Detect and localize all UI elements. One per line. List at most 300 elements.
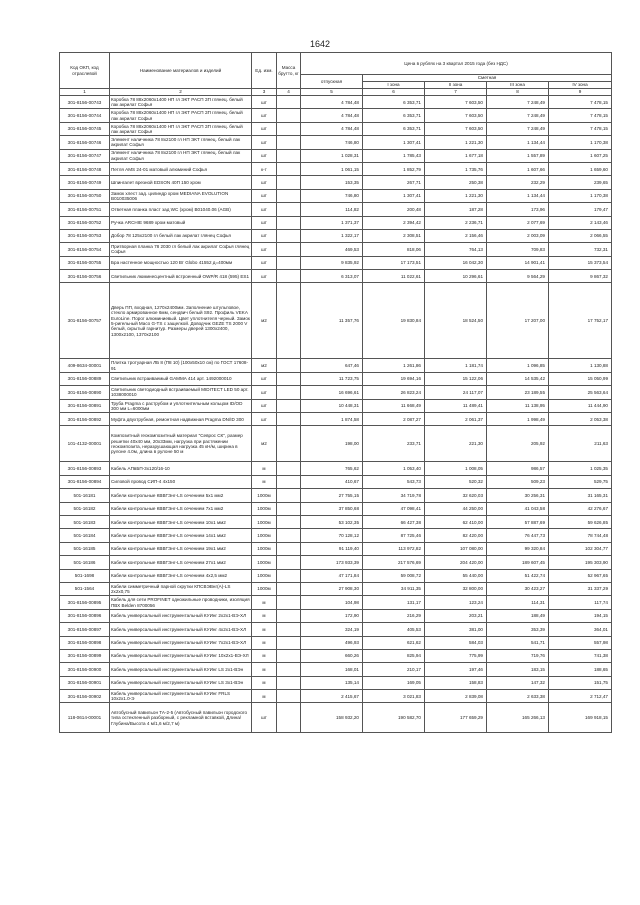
row-mass [277, 96, 301, 109]
row-zone-2-price: 584,03 [425, 636, 487, 649]
row-zone-3-price: 188,49 [487, 609, 549, 622]
row-zone-1-price: 200,48 [363, 203, 425, 216]
row-zone-2-price: 1 735,76 [425, 162, 487, 175]
row-name: Силовой провод СИП-4 4х150 [110, 475, 252, 488]
table-row [60, 596, 612, 609]
row-zone-1-price: 1 261,86 [363, 359, 425, 372]
row-mass [277, 542, 301, 555]
row-zone-4-price: 2 712,47 [549, 690, 612, 703]
row-code: 409-8634-00001 [60, 359, 110, 372]
row-mass [277, 176, 301, 189]
row-zone-2-price: 2 839,08 [425, 690, 487, 703]
row-zone-1-price: 66 427,38 [363, 515, 425, 528]
table-row [60, 475, 612, 488]
row-zone-1-price: 405,53 [363, 623, 425, 636]
row-zone-4-price: 7 478,15 [549, 109, 612, 122]
table-row [60, 649, 612, 662]
row-zone-3-price: 1 607,66 [487, 162, 549, 175]
row-code: 301-8156-00893 [60, 462, 110, 475]
row-name: Муфта двухтрубная, ремонтная надвижная Pragma DN/ID 300 [110, 413, 252, 426]
table-row [60, 136, 612, 149]
row-zone-3-price: 1 134,44 [487, 136, 549, 149]
row-zone-1-price: 6 353,71 [363, 109, 425, 122]
row-zone-2-price: 2 236,71 [425, 216, 487, 229]
row-code: 301-8156-00897 [60, 623, 110, 636]
row-code: 301-8156-00755 [60, 256, 110, 269]
row-code: 301-8156-00902 [60, 690, 110, 703]
row-zone-2-price: 2 061,37 [425, 413, 487, 426]
row-mass [277, 399, 301, 412]
row-name: Кабели контрольные КВВГЭнг-LS сечением 27х1 мм2 [110, 556, 252, 569]
row-code: 301-8156-00895 [60, 596, 110, 609]
row-unit: 1000м [252, 582, 277, 595]
row-release-price: 104,98 [301, 596, 363, 609]
row-release-price: 4 784,48 [301, 122, 363, 135]
row-zone-3-price: 173,96 [487, 203, 549, 216]
row-code: 301-8156-00756 [60, 270, 110, 283]
row-code: 301-8156-00901 [60, 676, 110, 689]
row-release-price: 746,80 [301, 189, 363, 202]
row-zone-1-price: 87 725,46 [363, 529, 425, 542]
row-release-price: 496,93 [301, 636, 363, 649]
header-zone-3: III зона [487, 82, 549, 89]
row-zone-1-price: 3 021,83 [363, 690, 425, 703]
row-zone-2-price: 44 250,00 [425, 502, 487, 515]
row-zone-3-price: 30 423,27 [487, 582, 549, 595]
table-row [60, 489, 612, 502]
row-mass [277, 283, 301, 359]
row-zone-4-price: 741,38 [549, 649, 612, 662]
row-zone-4-price: 194,15 [549, 609, 612, 622]
price-table [59, 52, 612, 733]
row-unit: к-т [252, 162, 277, 175]
row-name: Плитка тротуарная ЛБ 8 (П8 10) (100х50х10 см) по ГОСТ 17608-91 [110, 359, 252, 372]
row-name: Светильник люминесцентный встроенный OWP/R 418 (595) ES1 [110, 270, 252, 283]
row-mass [277, 359, 301, 372]
row-zone-4-price: 2 053,38 [549, 413, 612, 426]
row-zone-3-price: 232,29 [487, 176, 549, 189]
row-zone-3-price: 17 207,00 [487, 283, 549, 359]
row-name: Коробка 78 88х2060х1400 НП гл ЭКТ РАСП ЗП глянец. белый лак акрилат Софья [110, 122, 252, 135]
row-mass [277, 636, 301, 649]
row-mass [277, 229, 301, 242]
row-code: 301-8156-00757 [60, 283, 110, 359]
table-row [60, 216, 612, 229]
row-unit: 1000м [252, 542, 277, 555]
row-mass [277, 426, 301, 462]
row-zone-2-price: 82 420,00 [425, 529, 487, 542]
row-mass [277, 109, 301, 122]
row-code: 301-8156-00753 [60, 229, 110, 242]
row-release-price: 10 448,31 [301, 399, 363, 412]
row-zone-2-price: 7 603,50 [425, 96, 487, 109]
row-zone-1-price: 818,06 [363, 243, 425, 256]
row-mass [277, 270, 301, 283]
row-code: 301-8156-00900 [60, 663, 110, 676]
row-zone-2-price: 16 042,30 [425, 256, 487, 269]
row-zone-4-price: 17 752,17 [549, 283, 612, 359]
row-unit: 1000м [252, 529, 277, 542]
table-row [60, 703, 612, 733]
row-release-price: 16 696,61 [301, 386, 363, 399]
row-unit: м2 [252, 359, 277, 372]
row-mass [277, 189, 301, 202]
table-row [60, 256, 612, 269]
row-zone-3-price: 76 447,73 [487, 529, 549, 542]
row-mass [277, 596, 301, 609]
row-release-price: 1 371,37 [301, 216, 363, 229]
row-zone-1-price: 11 668,49 [363, 399, 425, 412]
row-zone-3-price: 205,92 [487, 426, 549, 462]
row-zone-4-price: 557,98 [549, 636, 612, 649]
row-unit: шт [252, 216, 277, 229]
row-name: Кабели контрольные КВВГЭнг-LS сечением 10х1 мм2 [110, 515, 252, 528]
row-zone-1-price: 59 008,72 [363, 569, 425, 582]
row-zone-3-price: 719,76 [487, 649, 549, 662]
row-name: Добор 78 125х2100 гл белый лак акрилат глянец Софья [110, 229, 252, 242]
row-name: Коробка 78 88х2060х1400 НП гл ЭКТ РАСП ЗП глянец. белый лак акрилат Софья [110, 96, 252, 109]
row-release-price: 168,01 [301, 663, 363, 676]
row-unit: шт [252, 703, 277, 733]
table-row [60, 515, 612, 528]
header-zone-1: I зона [363, 82, 425, 89]
row-zone-4-price: 52 967,65 [549, 569, 612, 582]
row-zone-1-price: 825,94 [363, 649, 425, 662]
table-row [60, 372, 612, 385]
row-name: Петля AMS 24-01 матовый алюминий Софья [110, 162, 252, 175]
row-zone-2-price: 204 420,00 [425, 556, 487, 569]
row-zone-2-price: 764,13 [425, 243, 487, 256]
header-release-price: отпускная [301, 75, 363, 89]
row-zone-1-price: 17 173,51 [363, 256, 425, 269]
row-zone-2-price: 775,99 [425, 649, 487, 662]
row-name: Шпингалет врезной EDSON 40П 150 хром [110, 176, 252, 189]
row-name: Кабели симметричный парной скрутки КПСВЭВнг(А)-LS 2х2х0,75 [110, 582, 252, 595]
row-unit: шт [252, 372, 277, 385]
row-zone-4-price: 2 143,46 [549, 216, 612, 229]
table-row [60, 582, 612, 595]
row-zone-2-price: 32 800,00 [425, 582, 487, 595]
table-row [60, 413, 612, 426]
row-code: 301-8156-00751 [60, 203, 110, 216]
row-release-price: 27 908,30 [301, 582, 363, 595]
row-name: Кабели контрольные КВВГЭнг-LS сечением 14х1 мм2 [110, 529, 252, 542]
table-row [60, 243, 612, 256]
table-row [60, 426, 612, 462]
table-row [60, 359, 612, 372]
row-zone-2-price: 187,28 [425, 203, 487, 216]
row-zone-4-price: 102 304,77 [549, 542, 612, 555]
row-release-price: 410,67 [301, 475, 363, 488]
row-zone-2-price: 18 524,50 [425, 283, 487, 359]
row-unit: шт [252, 176, 277, 189]
table-row [60, 529, 612, 542]
row-code: 301-8156-00890 [60, 386, 110, 399]
row-code: 501-16181 [60, 489, 110, 502]
row-mass [277, 502, 301, 515]
row-zone-4-price: 239,65 [549, 176, 612, 189]
row-zone-4-price: 1 130,88 [549, 359, 612, 372]
row-name: Кабель для сети PROFINET одножильные проводники, изоляция ПВХ Belden 8700056 [111, 597, 250, 608]
row-zone-2-price: 381,00 [425, 623, 487, 636]
row-release-price: 114,82 [301, 203, 363, 216]
row-unit: 1000м [252, 515, 277, 528]
row-release-price: 11 723,75 [301, 372, 363, 385]
row-zone-3-price: 1 557,89 [487, 149, 549, 162]
row-zone-4-price: 1 025,35 [549, 462, 612, 475]
row-release-price: 53 102,35 [301, 515, 363, 528]
row-name: Кабели контрольные КВВГЭнг-LS сечением 4х2,5 мм2 [110, 569, 252, 582]
row-mass [277, 216, 301, 229]
row-zone-3-price: 7 248,49 [487, 96, 549, 109]
row-zone-2-price: 7 603,50 [425, 122, 487, 135]
row-release-price: 1 322,17 [301, 229, 363, 242]
row-mass [277, 569, 301, 582]
row-zone-2-price: 1 221,30 [425, 136, 487, 149]
row-zone-2-price: 1 221,30 [425, 189, 487, 202]
row-unit: шт [252, 413, 277, 426]
row-unit: м [252, 676, 277, 689]
row-code: 301-8156-00749 [60, 176, 110, 189]
row-zone-4-price: 59 626,85 [549, 515, 612, 528]
row-name: Кабель универсальный инструментальный КУИнг 4х2х1-ВЭ-ХЛ [110, 623, 252, 636]
row-unit: шт [252, 399, 277, 412]
row-zone-1-price: 2 087,27 [363, 413, 425, 426]
row-unit: м [252, 649, 277, 662]
table-row [60, 203, 612, 216]
table-row [60, 386, 612, 399]
column-index: 3 [252, 89, 277, 96]
row-code: 301-8156-00743 [60, 96, 110, 109]
table-row [60, 122, 612, 135]
row-unit: шт [252, 256, 277, 269]
row-name: Кабель универсальный инструментальный КУИнг 10х2х1-ВЭ-ХЛ [110, 649, 252, 662]
row-release-price: 172,90 [301, 609, 363, 622]
column-index: 6 [363, 89, 425, 96]
row-code: 301-8156-00747 [60, 149, 110, 162]
row-unit: м [252, 623, 277, 636]
row-zone-1-price: 2 394,42 [363, 216, 425, 229]
row-release-price: 660,26 [301, 649, 363, 662]
row-release-price: 198,00 [301, 426, 363, 462]
row-code: 301-8156-00891 [60, 399, 110, 412]
table-row [60, 462, 612, 475]
row-zone-3-price: 147,32 [487, 676, 549, 689]
row-release-price: 153,35 [301, 176, 363, 189]
row-unit: шт [252, 109, 277, 122]
row-zone-2-price: 221,30 [425, 426, 487, 462]
row-name: Композитный геокомпозитный материал "Севрос СК", размер решетки 40х40 мм, 20х33мм, нагрузка при растяжении геокомпозита, неразрушающая нагрузка 45 кН/м, ширина в рулоне 4.0м, длина в рулоне 50 м [110, 426, 252, 462]
row-zone-3-price: 509,23 [487, 475, 549, 488]
header-estimate: Сметная [363, 75, 612, 82]
row-zone-1-price: 190 582,70 [363, 703, 425, 733]
table-row [60, 623, 612, 636]
row-zone-1-price: 1 307,41 [363, 189, 425, 202]
row-code: 118-0614-00001 [60, 703, 110, 733]
page-number: 1642 [309, 39, 331, 49]
row-zone-4-price: 211,63 [549, 426, 612, 462]
row-mass [277, 413, 301, 426]
row-unit: м [252, 609, 277, 622]
row-zone-2-price: 1 677,18 [425, 149, 487, 162]
row-name: Труба Pragma с раструбом и уплотнительным кольцом ID/OD 300 мм L=6000мм [110, 399, 252, 412]
row-name: Кабель универсальный инструментальный КУИнг LS 3х1-ВЭн [110, 676, 252, 689]
row-release-price: 158 932,20 [301, 703, 363, 733]
row-release-price: 1 874,58 [301, 413, 363, 426]
row-code: 301-8156-00889 [60, 372, 110, 385]
row-mass [277, 649, 301, 662]
row-zone-3-price: 14 901,41 [487, 256, 549, 269]
row-zone-2-price: 7 603,50 [425, 109, 487, 122]
row-name: Светильник светодиодный встраиваемый MIDITECT LED 50 арт. 1038000010 [110, 386, 252, 399]
row-code: 501-16186 [60, 556, 110, 569]
table-row [60, 229, 612, 242]
row-code: 301-8156-00754 [60, 243, 110, 256]
row-unit: м [252, 462, 277, 475]
row-release-price: 765,62 [301, 462, 363, 475]
row-mass [277, 663, 301, 676]
row-code: 501-1564 [60, 582, 110, 595]
table-row [60, 609, 612, 622]
row-mass [277, 690, 301, 703]
row-zone-1-price: 26 823,24 [363, 386, 425, 399]
row-zone-4-price: 25 563,64 [549, 386, 612, 399]
row-zone-3-price: 14 535,42 [487, 372, 549, 385]
row-release-price: 11 357,76 [301, 283, 363, 359]
row-zone-3-price: 7 248,49 [487, 109, 549, 122]
row-release-price: 70 128,12 [301, 529, 363, 542]
row-code: 301-8156-00892 [60, 413, 110, 426]
row-zone-3-price: 11 138,95 [487, 399, 549, 412]
row-unit: шт [252, 203, 277, 216]
row-mass [277, 462, 301, 475]
row-release-price: 27 755,15 [301, 489, 363, 502]
row-code: 101-4132-00001 [60, 426, 110, 462]
row-zone-1-price: 2 308,51 [363, 229, 425, 242]
column-index: 2 [110, 89, 252, 96]
row-zone-2-price: 123,24 [425, 596, 487, 609]
row-name: Кабель универсальный инструментальный КУИнг FRLS 10х2х1.0-Э [110, 690, 252, 703]
row-zone-4-price: 2 066,55 [549, 229, 612, 242]
row-unit: шт [252, 386, 277, 399]
table-row [60, 556, 612, 569]
row-unit: шт [252, 122, 277, 135]
row-unit: 1000м [252, 556, 277, 569]
table-row [60, 636, 612, 649]
row-zone-1-price: 267,71 [363, 176, 425, 189]
row-zone-1-price: 6 353,71 [363, 96, 425, 109]
row-mass [277, 203, 301, 216]
table-row [60, 149, 612, 162]
row-release-price: 647,46 [301, 359, 363, 372]
table-row [60, 96, 612, 109]
row-code: 301-8156-00898 [60, 636, 110, 649]
table-row [60, 283, 612, 359]
row-mass [277, 136, 301, 149]
row-release-price: 1 028,31 [301, 149, 363, 162]
row-zone-1-price: 1 307,41 [363, 136, 425, 149]
row-zone-1-price: 1 053,40 [363, 462, 425, 475]
row-name: Кабели контрольные КВВГЭнг-LS сечением 19х1 мм2 [110, 542, 252, 555]
row-name: Кабель универсальный инструментальный КУИнг LS 2х1-ВЭн [110, 663, 252, 676]
row-zone-1-price: 113 972,82 [363, 542, 425, 555]
row-code: 301-8156-00745 [60, 122, 110, 135]
row-zone-1-price: 11 022,61 [363, 270, 425, 283]
row-zone-2-price: 62 410,00 [425, 515, 487, 528]
row-code: 501-1698 [60, 569, 110, 582]
row-zone-4-price: 529,75 [549, 475, 612, 488]
row-unit: м [252, 596, 277, 609]
row-zone-2-price: 11 489,41 [425, 399, 487, 412]
row-zone-2-price: 32 620,03 [425, 489, 487, 502]
row-name: Кабели контрольные КВВГЭнг-LS сечением 7х1 мм2 [110, 502, 252, 515]
row-zone-3-price: 986,57 [487, 462, 549, 475]
row-name: Кабель АПвБП-3х120/16-10 [110, 462, 252, 475]
row-mass [277, 489, 301, 502]
row-zone-4-price: 364,01 [549, 623, 612, 636]
row-zone-3-price: 165 266,13 [487, 703, 549, 733]
header-code: Код ОКП, код отраслевой [60, 53, 110, 89]
table-row [60, 502, 612, 515]
row-zone-4-price: 1 170,38 [549, 189, 612, 202]
row-zone-2-price: 250,38 [425, 176, 487, 189]
row-zone-1-price: 216,29 [363, 609, 425, 622]
row-mass [277, 475, 301, 488]
row-name: Автобусный павильон ТА-2-5 (Автобусный павильон городского типа остекленный разборный, с рекламной вставкой, Длина/Глубина/Высота 4 м/1,6 м/2,7 м) [110, 703, 252, 733]
row-zone-3-price: 114,31 [487, 596, 549, 609]
row-zone-3-price: 1 096,85 [487, 359, 549, 372]
row-mass [277, 122, 301, 135]
row-release-price: 47 171,84 [301, 569, 363, 582]
row-zone-3-price: 541,71 [487, 636, 549, 649]
row-zone-4-price: 31 165,31 [549, 489, 612, 502]
row-name: Бра настенное мощностью 120 Вт Globo 41552 д=400мм [110, 256, 252, 269]
row-zone-3-price: 1 998,49 [487, 413, 549, 426]
row-zone-4-price: 42 276,67 [549, 502, 612, 515]
row-unit: 1000м [252, 502, 277, 515]
row-code: 301-8156-00744 [60, 109, 110, 122]
row-zone-1-price: 210,17 [363, 663, 425, 676]
row-release-price: 37 850,68 [301, 502, 363, 515]
table-row [60, 690, 612, 703]
row-unit: шт [252, 189, 277, 202]
row-zone-4-price: 1 659,60 [549, 162, 612, 175]
row-zone-3-price: 353,39 [487, 623, 549, 636]
row-zone-4-price: 151,75 [549, 676, 612, 689]
table-row [60, 663, 612, 676]
row-zone-2-price: 24 117,07 [425, 386, 487, 399]
column-index: 8 [487, 89, 549, 96]
row-zone-1-price: 19 830,84 [363, 283, 425, 359]
row-zone-3-price: 2 003,09 [487, 229, 549, 242]
row-unit: шт [252, 229, 277, 242]
row-release-price: 9 835,92 [301, 256, 363, 269]
row-zone-4-price: 11 444,90 [549, 399, 612, 412]
row-mass [277, 372, 301, 385]
row-name: Коробка 78 88х2060х1400 НП гл ЭКТ РАСП ЗП глянец. белый лак акрилат Софья [110, 109, 252, 122]
header-prices-title: Цена в рублях на 3 квартал 2015 года (без НДС) [301, 53, 612, 75]
row-name: Кабель универсальный инструментальный КУИнг 2х2х1-ВЭ-ХЛ [110, 609, 252, 622]
row-unit: шт [252, 96, 277, 109]
row-code: 301-8156-00894 [60, 475, 110, 488]
row-zone-1-price: 19 694,16 [363, 372, 425, 385]
row-release-price: 2 415,67 [301, 690, 363, 703]
table-row [60, 176, 612, 189]
row-zone-3-price: 189 607,45 [487, 556, 549, 569]
row-unit: шт [252, 270, 277, 283]
row-zone-1-price: 217 576,69 [363, 556, 425, 569]
row-zone-1-price: 34 719,78 [363, 489, 425, 502]
